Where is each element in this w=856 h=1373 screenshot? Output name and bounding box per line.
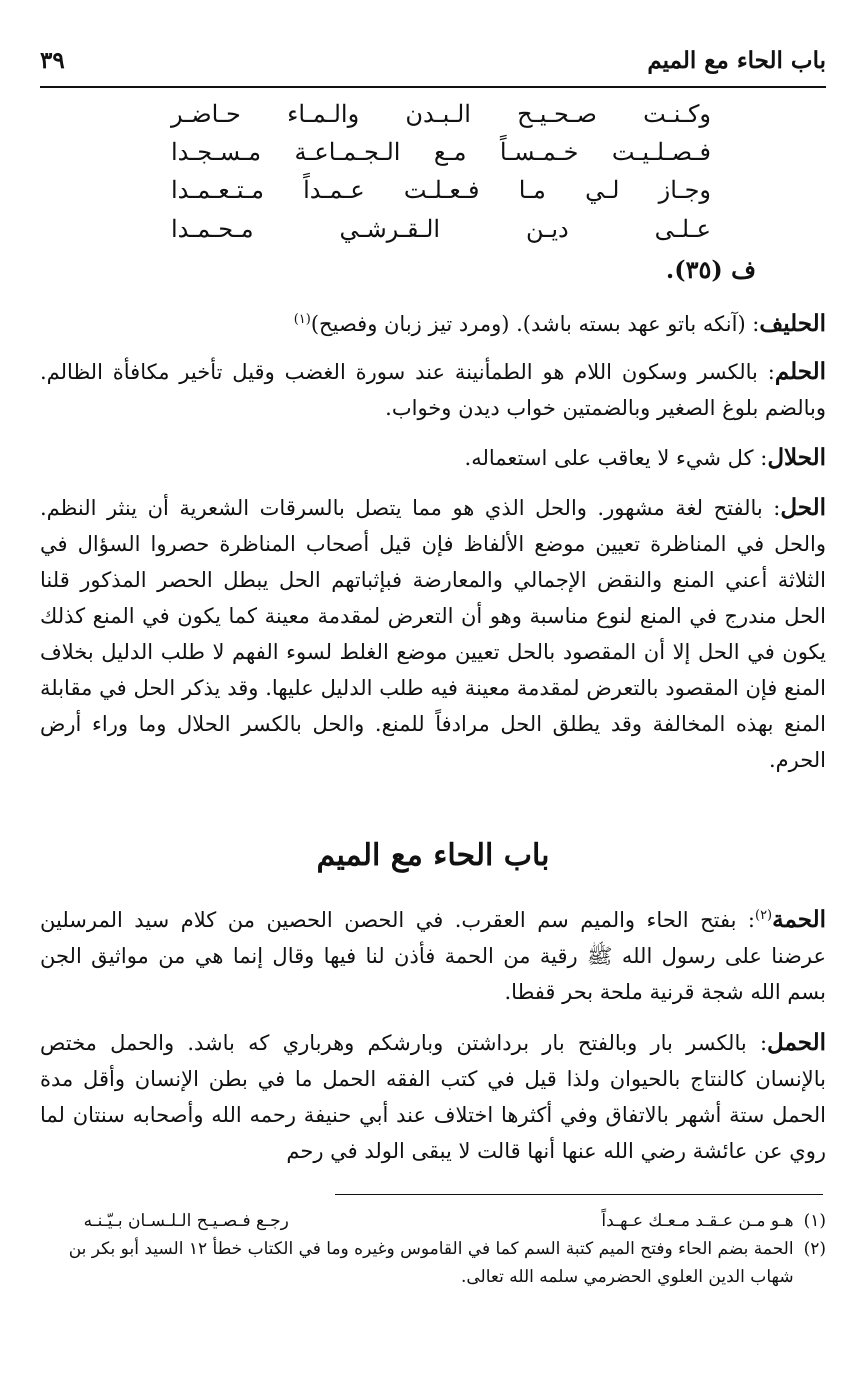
- verse-line: عـلـى ديـن الـقـرشـي مـحـمـدا: [171, 215, 711, 243]
- entry-term: الحمة: [772, 906, 826, 933]
- footnote-verse: [84, 1207, 794, 1235]
- footnote: [40, 1207, 826, 1235]
- verse-reference: ف (٣٥).: [665, 255, 756, 284]
- footnote-marker: (٢): [754, 908, 773, 923]
- entry-term: الحليف: [759, 310, 826, 337]
- dictionary-entry: [40, 1025, 826, 1169]
- section-heading: باب الحاء مع الميم: [316, 838, 550, 873]
- verse-line: وجـاز لـي مـا فـعـلـت عـمـداً مـتـعـمـدا: [171, 176, 711, 204]
- entry-term: الحل: [780, 494, 826, 521]
- footnote-verse-second: رجـع فـصـيـح الـلـسـان بـيّـنـه: [83, 1211, 289, 1231]
- dictionary-entry: [40, 302, 826, 342]
- footnote-rule: [335, 1194, 823, 1195]
- entry-text: : بالكسر بار وبالفتح بار برداشتن وبارشكم وهرباري كه باشد. والحمل مختص بالإنسان كالنتاج بالحيوان ولذا قيل في كتب الفقه الحمل ما في بطن الإنسان وأقل مدة الحمل ستة أشهر بالاتفاق وفي أكثرها اختلاف عند أبي حنيفة رحمه الله وأصحابه سنتان لما روي عن عائشة رضي الله عنها أنها قالت لا يبقى الولد في رحم: [40, 1031, 826, 1163]
- footnote-marker: (١): [293, 312, 311, 327]
- entry-text: : بالفتح لغة مشهور. والحل الذي هو مما يتصل بالسرقات الشعرية أن ينثر النظم. والحل في المناظرة تعيين موضع الألفاظ فإن قيل أصحاب المناظرة حصروا السؤال في الثلاثة أعني المنع والنقض الإجمالي والمعارضة فبإثباتهم الحل يبطل الحصر المذكور قلنا الحل مندرج في المنع لنوع مناسبة وهو أن التعرض لمقدمة معينة كما يكون في المنع كذلك يكون في الحل إلا أن المقصود بالحل تعيين موضع الغلط لسوء الفهم لا طلب الدليل بخلاف المنع فإن المقصود بالتعرض لمقدمة معينة فيه طلب الدليل عليها. وقد يذكر الحل في مقابلة المنع بهذه المخالفة وقد يطلق الحل مرادفاً للمنع. والحل بالكسر الحلال وما وراء أرض الحرم.: [40, 496, 826, 772]
- footnote: [40, 1235, 826, 1291]
- footnote-number: (٢): [803, 1239, 826, 1259]
- running-header: [40, 38, 826, 82]
- dictionary-entry: [40, 898, 826, 1010]
- header-rule: [40, 86, 826, 88]
- entry-text: : بفتح الحاء والميم سم العقرب. في الحصن الحصين من كلام سيد المرسلين عرضنا على رسول الله ﷺ رقية من الحمة فأذن لنا فيها وقال إنما هي من مواثيق الجن بسم الله شجة قرنية ملحة بحر قفطا.: [40, 908, 826, 1004]
- dictionary-entry: [40, 354, 826, 426]
- entry-text: : كل شيء لا يعاقب على استعماله.: [464, 446, 768, 470]
- dictionary-entry: [40, 440, 826, 476]
- entry-term: الحلم: [774, 358, 826, 385]
- footnotes: [40, 1207, 826, 1291]
- dictionary-entry: [40, 490, 826, 778]
- verse-line: وكـنـت صـحـيـح الـبـدن والـمـاء حـاضـر: [171, 100, 711, 128]
- footnote-text: الحمة بضم الحاء وفتح الميم كتبة السم كما في القاموس وغيره وما في الكتاب خطأ ١٢ السيد أبو بكر بن شهاب الدين العلوي الحضرمي سلمه الله تعالى.: [68, 1239, 794, 1287]
- footnote-verse-first: هـو مـن عـقـد مـعـك عـهـداً: [601, 1211, 794, 1231]
- footnote-number: (١): [803, 1211, 826, 1231]
- entry-text: : (آنكه باتو عهد بسته باشد). (ومرد تيز زبان وفصيح): [310, 312, 760, 336]
- entry-term: الحمل: [767, 1029, 826, 1056]
- verse-line: فـصـلـيـت خـمـسـاً مـع الـجـمـاعـة مـسـجـدا: [171, 138, 711, 166]
- entry-term: الحلال: [767, 444, 826, 471]
- running-title: باب الحاء مع الميم: [647, 46, 826, 74]
- entry-text: : بالكسر وسكون اللام هو الطمأنينة عند سورة الغضب وقيل تأخير مكافأة الظالم. وبالضم بلوغ الصغير وبالضمتين خواب ديدن وخواب.: [40, 360, 826, 420]
- page-number: ٣٩: [40, 46, 65, 74]
